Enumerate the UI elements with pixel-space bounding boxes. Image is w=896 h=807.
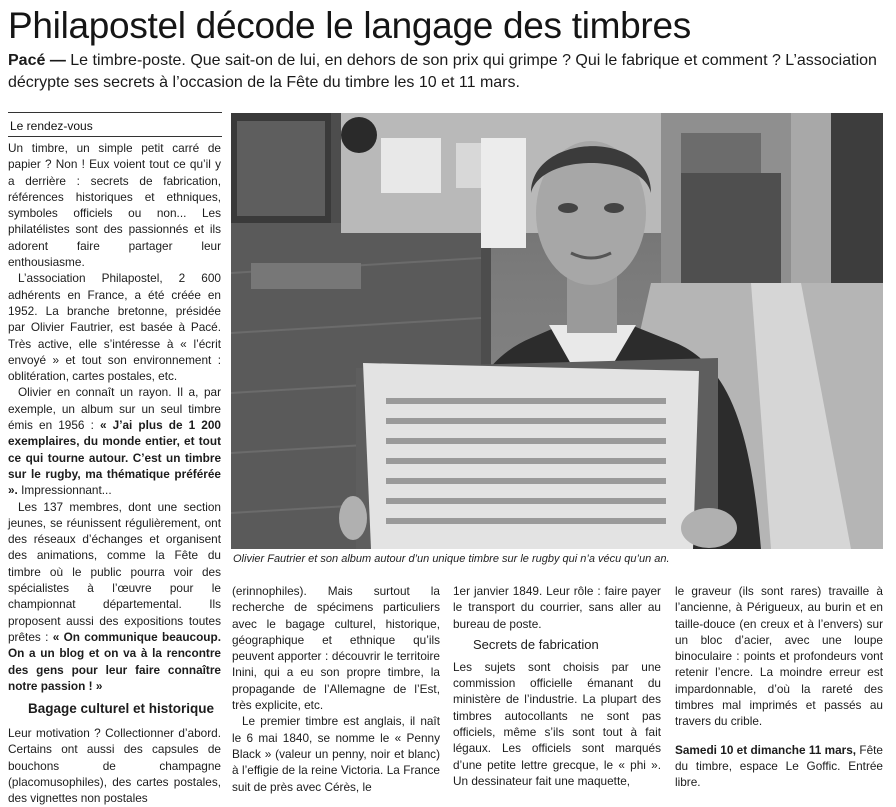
column-2 <box>232 583 440 795</box>
paragraph: 1er janvier 1849. Leur rôle : faire payer le transport du courrier, sans aller au bureau de poste. <box>453 584 661 631</box>
photo-illustration <box>231 113 883 549</box>
event-details: Fête du timbre, espace Le Goffic. Entrée libre. <box>675 742 883 790</box>
paragraph-text: Les 137 membres, dont une section jeunes, se réunissent régulièrement, ont des réseaux d’échanges et organisent des animations, comme la Fête du timbre où le public pourra voir des spécialistes à l’œuvre pour le championnat départemental. Ils proposent aussi des expositions toutes prêtes : <box>8 499 221 644</box>
subhead-bagage: Bagage culturel et historique <box>28 701 215 717</box>
event-info <box>675 742 883 791</box>
kicker-top-rule <box>8 112 222 113</box>
paragraph: Les sujets sont choisis par une commission officielle émanant du ministère de l’industrie. La plupart des timbres autocollants ne sont pas officiels, même s’ils sont tout à fait légaux. Les officiels sont marqués d’une petite lettre grecque, le « phi ». Un dessinateur fait une maquette, <box>453 659 661 788</box>
quote: « On communique beaucoup. On a un blog et on va à la rencontre des gens pour leur faire connaître notre passion ! » <box>8 629 221 693</box>
paragraph: Leur motivation ? Collectionner d’abord. Certains ont aussi des capsules de bouchons de champagne (placomusophiles), des cartes postales, des vignettes non postales <box>8 726 221 806</box>
subhead-secrets: Secrets de fabrication <box>473 636 599 652</box>
kicker: Le rendez-vous <box>10 119 93 133</box>
photo <box>231 113 883 549</box>
paragraph: le graveur (ils sont rares) travaille à l’ancienne, à Périgueux, au burin et en taille-douce (en creux et à l’envers) sur un bloc d’acier, avec une loupe binoculaire : points et profondeurs vont retenir l’encre. La moindre erreur est impardonnable, d’où la rareté des timbres mal imprimés et passés au travers du crible. <box>675 584 883 729</box>
paragraph: Le premier timbre est anglais, il naît le 6 mai 1840, se nomme le « Penny Black » (valeur un penny, noir et blanc) à l’effigie de la reine Victoria. La France suit de près avec Cérès, le <box>232 714 440 794</box>
kicker-bottom-rule <box>8 136 222 137</box>
paragraph: Un timbre, un simple petit carré de papier ? Non ! Eux voient tout ce qu’il y a derrière : secrets de fabrication, références historiques et ethniques, symboles officiels ou non... Les philatélistes sont des passionnés et ils adorent faire partager leur enthousiasme. <box>8 141 221 270</box>
lede-text: Le timbre-poste. Que sait-on de lui, en dehors de son prix qui grimpe ? Qui le fabrique et comment ? L’association décrypte ses secrets à l’occasion de la Fête du timbre les 10 et 11 mars. <box>8 52 877 91</box>
paragraph <box>8 499 221 695</box>
column-3 <box>453 583 661 789</box>
paragraph <box>8 384 221 498</box>
paragraph: L’association Philapostel, 2 600 adhérents en France, a été créée en 1952. La branche bretonne, présidée par Olivier Fautrier, est basée à Pacé. Très active, elle s’intéresse à « l’écrit envoyé » et tout son environnement : oblitération, cartes postales, etc. <box>8 271 221 384</box>
quote: « J’ai plus de 1 200 exemplaires, du monde entier, et tout ce qui tourne autour. C’est un timbre sur le rugby, ma thématique préférée ». <box>8 418 221 498</box>
headline: Philapostel décode le langage des timbres <box>8 5 691 46</box>
lede-place: Pacé — <box>8 52 66 69</box>
paragraph-text: Impressionnant... <box>17 483 112 498</box>
lede <box>8 50 888 94</box>
column-4 <box>675 583 883 791</box>
paragraph-text: Olivier en connaît un rayon. Il a, par exemple, un album sur un seul timbre émis en 1956 : <box>8 385 221 433</box>
event-date: Samedi 10 et dimanche 11 mars, <box>675 742 857 757</box>
paragraph: (erinnophiles). Mais surtout la recherche de spécimens particuliers avec le bagage culturel, historique, géographique et ethnique qu’ils peuvent apporter : découvrir le territoire Inini, qui a eu son propre timbre, la propagande de l’Allemagne de l’Est, très explicite, etc. <box>232 584 440 713</box>
column-1 <box>8 140 221 807</box>
photo-caption: Olivier Fautrier et son album autour d’un unique timbre sur le rugby qui n’a vécu qu’un an. <box>233 553 670 565</box>
